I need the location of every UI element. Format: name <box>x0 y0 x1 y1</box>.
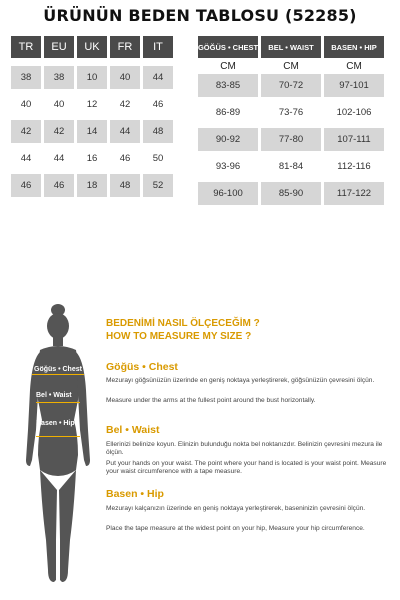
measurement-cell: 117-122 <box>324 182 384 205</box>
size-cell: 48 <box>110 174 140 197</box>
size-cell: 40 <box>20 99 32 110</box>
spacer <box>110 58 140 66</box>
size-cell: 38 <box>11 66 41 89</box>
chest-section-title: Göğüs • Chest <box>106 361 178 373</box>
measurement-cell: 96-100 <box>198 182 258 205</box>
size-cell: 42 <box>44 120 74 143</box>
neck <box>53 336 63 346</box>
measurement-cell: 97-101 <box>324 74 384 97</box>
measurement-cell: 70-72 <box>261 74 321 97</box>
size-cell: 14 <box>77 120 107 143</box>
size-cell: 46 <box>119 153 131 164</box>
measurement-cell: 112-116 <box>337 161 371 172</box>
size-cell: 16 <box>86 153 98 164</box>
right-leg <box>59 470 76 582</box>
measurement-cell: 77-80 <box>261 128 321 151</box>
left-leg <box>40 470 57 582</box>
measurement-cell: 73-76 <box>278 107 304 118</box>
body-silhouette-figure <box>18 290 98 590</box>
unit-label: CM <box>346 60 362 72</box>
size-cell: 42 <box>11 120 41 143</box>
measurement-cell: 86-89 <box>215 107 241 118</box>
spacer <box>143 58 173 66</box>
waist-label: Bel • Waist <box>36 392 72 399</box>
measurement-cell: 85-90 <box>261 182 321 205</box>
unit-label: CM <box>220 60 236 72</box>
waist-text-tr: Ellerinizi belinize koyun. Elinizin bulunduğu nokta bel noktanızdır. Belinizin çevresini mezura ile ölçün. <box>106 441 383 456</box>
spacer <box>11 58 41 66</box>
measurement-table <box>198 36 384 209</box>
size-cell: 46 <box>11 174 41 197</box>
size-cell: 12 <box>86 99 98 110</box>
measurement-cell: 83-85 <box>198 74 258 97</box>
size-cell: 10 <box>77 66 107 89</box>
waist-text-en: Put your hands on your waist. The point where your hand is located is your waist point. Measure your waist circumference with a tape measure. <box>106 460 387 475</box>
chest-text-en: Measure under the arms at the fullest point around the bust horizontally. <box>106 397 316 404</box>
size-cell: 40 <box>110 66 140 89</box>
measurement-cell: 81-84 <box>278 161 304 172</box>
head <box>47 313 69 339</box>
hip-section-title: Basen • Hip <box>106 488 164 500</box>
size-header-fr: FR <box>110 36 140 58</box>
measurement-cell: 90-92 <box>198 128 258 151</box>
measurement-header: GÖĞÜS • CHEST <box>198 36 258 58</box>
measurement-header: BASEN • HIP <box>324 36 384 58</box>
size-cell: 46 <box>44 174 74 197</box>
chest-label: Göğüs • Chest <box>34 366 82 373</box>
measurement-cell: 107-111 <box>324 128 384 151</box>
waist-section-title: Bel • Waist <box>106 424 160 436</box>
size-conversion-table <box>11 36 173 201</box>
size-cell: 46 <box>152 99 164 110</box>
chest-text-tr: Mezurayı göğsünüzün üzerinde en geniş noktaya yerleştirerek, göğsünüzün çevresini ölçün. <box>106 377 375 384</box>
size-header-tr: TR <box>11 36 41 58</box>
how-to-measure-tr: BEDENİMİ NASIL ÖLÇECEĞİM ? <box>106 318 260 329</box>
spacer <box>77 58 107 66</box>
measurement-cell: 102-106 <box>336 107 372 118</box>
size-cell: 50 <box>152 153 164 164</box>
size-header-uk: UK <box>77 36 107 58</box>
size-cell: 18 <box>77 174 107 197</box>
size-cell: 42 <box>119 99 131 110</box>
size-cell: 44 <box>20 153 32 164</box>
measurement-cell: 93-96 <box>215 161 241 172</box>
hip-text-tr: Mezurayı kalçanızın üzerinde en geniş noktaya yerleştirerek, baseninizin çevresini ölçün. <box>106 505 366 512</box>
size-cell: 48 <box>143 120 173 143</box>
measurement-header: BEL • WAIST <box>261 36 321 58</box>
size-cell: 38 <box>44 66 74 89</box>
size-cell: 52 <box>143 174 173 197</box>
spacer <box>44 58 74 66</box>
size-cell: 44 <box>110 120 140 143</box>
hip-text-en: Place the tape measure at the widest point on your hip, Measure your hip circumference. <box>106 525 365 532</box>
size-header-eu: EU <box>44 36 74 58</box>
size-header-it: IT <box>143 36 173 58</box>
page-title: ÜRÜNÜN BEDEN TABLOSU (52285) <box>43 6 357 25</box>
size-cell: 44 <box>53 153 65 164</box>
how-to-measure-en: HOW TO MEASURE MY SIZE ? <box>106 331 252 342</box>
hip-label: Basen • Hip <box>36 420 75 427</box>
size-cell: 40 <box>53 99 65 110</box>
size-cell: 44 <box>143 66 173 89</box>
unit-label: CM <box>283 60 299 72</box>
